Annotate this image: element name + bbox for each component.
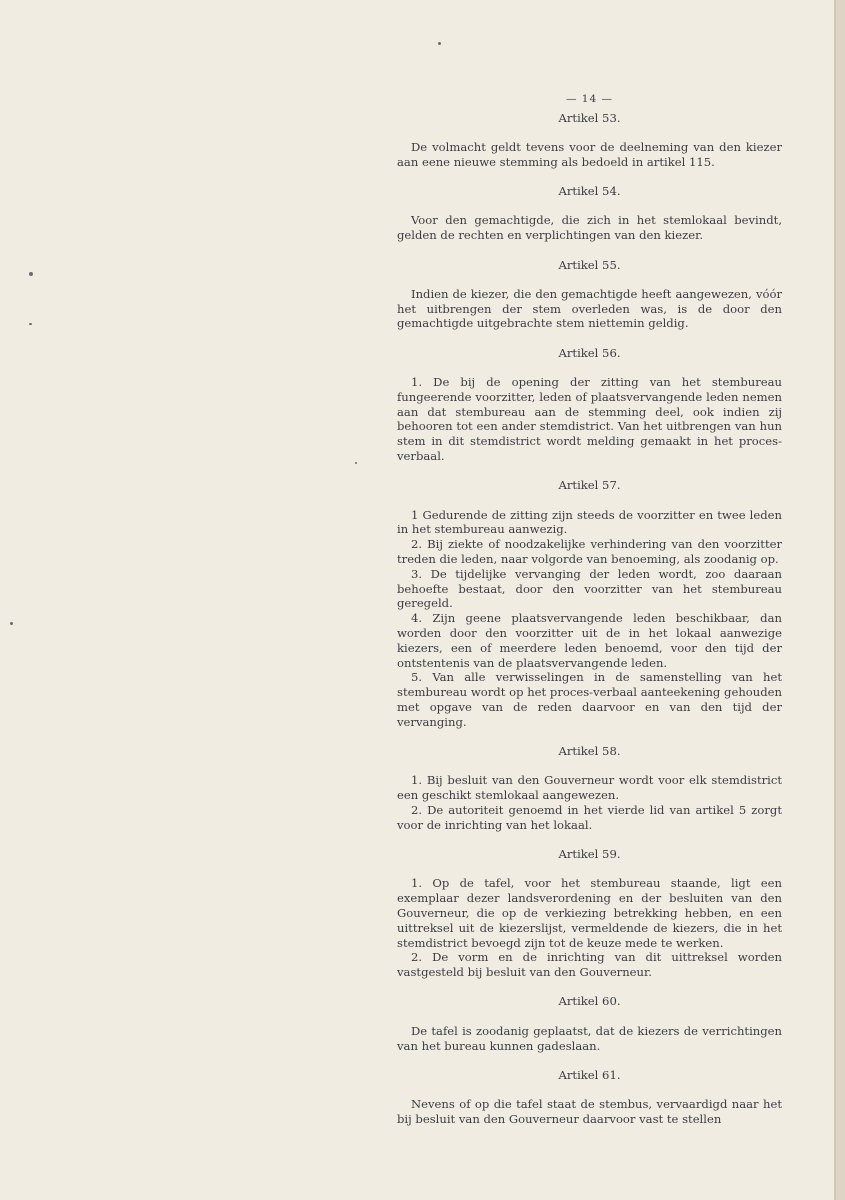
article-paragraph: 5. Van alle verwisselingen in de samenstelling van het stembureau wordt op het proces-verbaal aanteekening gehouden met opgave van de reden daarvoor en van den tijd der vervanging.	[397, 670, 782, 729]
article-paragraph: De tafel is zoodanig geplaatst, dat de kiezers de verrichtingen van het bureau kunnen gadeslaan.	[397, 1023, 782, 1053]
article-paragraph: 1. Op de tafel, voor het stembureau staande, ligt een exemplaar dezer landsverordening en der besluiten van den Gouverneur, die op de verkiezing betrekking hebben, en een uittreksel uit de kiezerslijst, vermeldende de kiezers, die in het stemdistrict bevoegd zijn tot de keuze mede te werken.	[397, 876, 782, 950]
article-paragraph: Indien de kiezer, die den gemachtigde heeft aangewezen, vóór het uitbrengen der stem overleden was, is de door den gemachtigde uitgebrachte stem niettemin geldig.	[397, 286, 782, 331]
article-paragraph: 1. Bij besluit van den Gouverneur wordt voor elk stemdistrict een geschikt stemlokaal aangewezen.	[397, 773, 782, 803]
article-body	[397, 375, 782, 464]
article-title: Artikel 58.	[558, 744, 621, 759]
article-paragraph: Nevens of op die tafel staat de stembus, vervaardigd naar het bij besluit van den Gouverneur daarvoor vast te stellen	[397, 1097, 782, 1126]
speck-mark	[10, 622, 13, 625]
article-paragraph: 2. De vorm en de inrichting van dit uittreksel worden vastgesteld bij besluit van den Gouverneur.	[397, 950, 782, 980]
article-paragraph: 1 Gedurende de zitting zijn steeds de voorzitter en twee leden in het stembureau aanwezig.	[397, 507, 782, 537]
article-body	[397, 1097, 782, 1127]
article-body	[397, 876, 782, 980]
article-body	[397, 1024, 782, 1054]
article-title: Artikel 61.	[558, 1067, 621, 1082]
article-paragraph: 1. De bij de opening der zitting van het stembureau fungeerende voorzitter, leden of plaatsvervangende leden nemen aan dat stembureau aan de stemming deel, ook indien zij behooren tot een ander stemdistrict. Van het uitbrengen van hun stem in dit stemdistrict wordt melding gemaakt in het proces-verbaal.	[397, 375, 782, 464]
article-paragraph: 4. Zijn geene plaatsvervangende leden beschikbaar, dan worden door den voorzitter uit de in het lokaal aanwezige kiezers, een of meerdere leden benoemd, voor den tijd der ontstentenis van de plaatsvervangende leden.	[397, 611, 782, 670]
speck-mark	[355, 462, 357, 464]
speck-mark	[29, 272, 33, 276]
article-body	[397, 508, 782, 730]
page-number: — 14 —	[565, 93, 614, 105]
article-body	[397, 773, 782, 832]
article-title: Artikel 59.	[558, 847, 621, 862]
text-column	[397, 92, 782, 1141]
article-title: Artikel 60.	[558, 994, 621, 1009]
article-body	[397, 213, 782, 243]
article-paragraph: De volmacht geldt tevens voor de deelneming van den kiezer aan eene nieuwe stemming als bedoeld in artikel 115.	[397, 140, 782, 169]
article-body	[397, 140, 782, 170]
article-body	[397, 287, 782, 331]
article-title: Artikel 57.	[558, 478, 621, 493]
article-title: Artikel 54.	[558, 184, 621, 199]
page-edge	[836, 0, 845, 1200]
article-paragraph: Voor den gemachtigde, die zich in het stemlokaal bevindt, gelden de rechten en verplichtingen van den kiezer.	[397, 213, 782, 243]
article-title: Artikel 53.	[558, 110, 621, 125]
speck-mark	[29, 323, 32, 325]
article-paragraph: 2. Bij ziekte of noodzakelijke verhindering van den voorzitter treden die leden, naar volgorde van benoeming, als zoodanig op.	[397, 537, 782, 567]
speck-mark	[438, 42, 441, 45]
article-paragraph: 2. De autoriteit genoemd in het vierde lid van artikel 5 zorgt voor de inrichting van het lokaal.	[397, 802, 782, 832]
article-title: Artikel 56.	[558, 345, 621, 360]
article-paragraph: 3. De tijdelijke vervanging der leden wordt, zoo daaraan behoefte bestaat, door den voorzitter van het stembureau geregeld.	[397, 566, 782, 611]
article-title: Artikel 55.	[558, 257, 621, 272]
